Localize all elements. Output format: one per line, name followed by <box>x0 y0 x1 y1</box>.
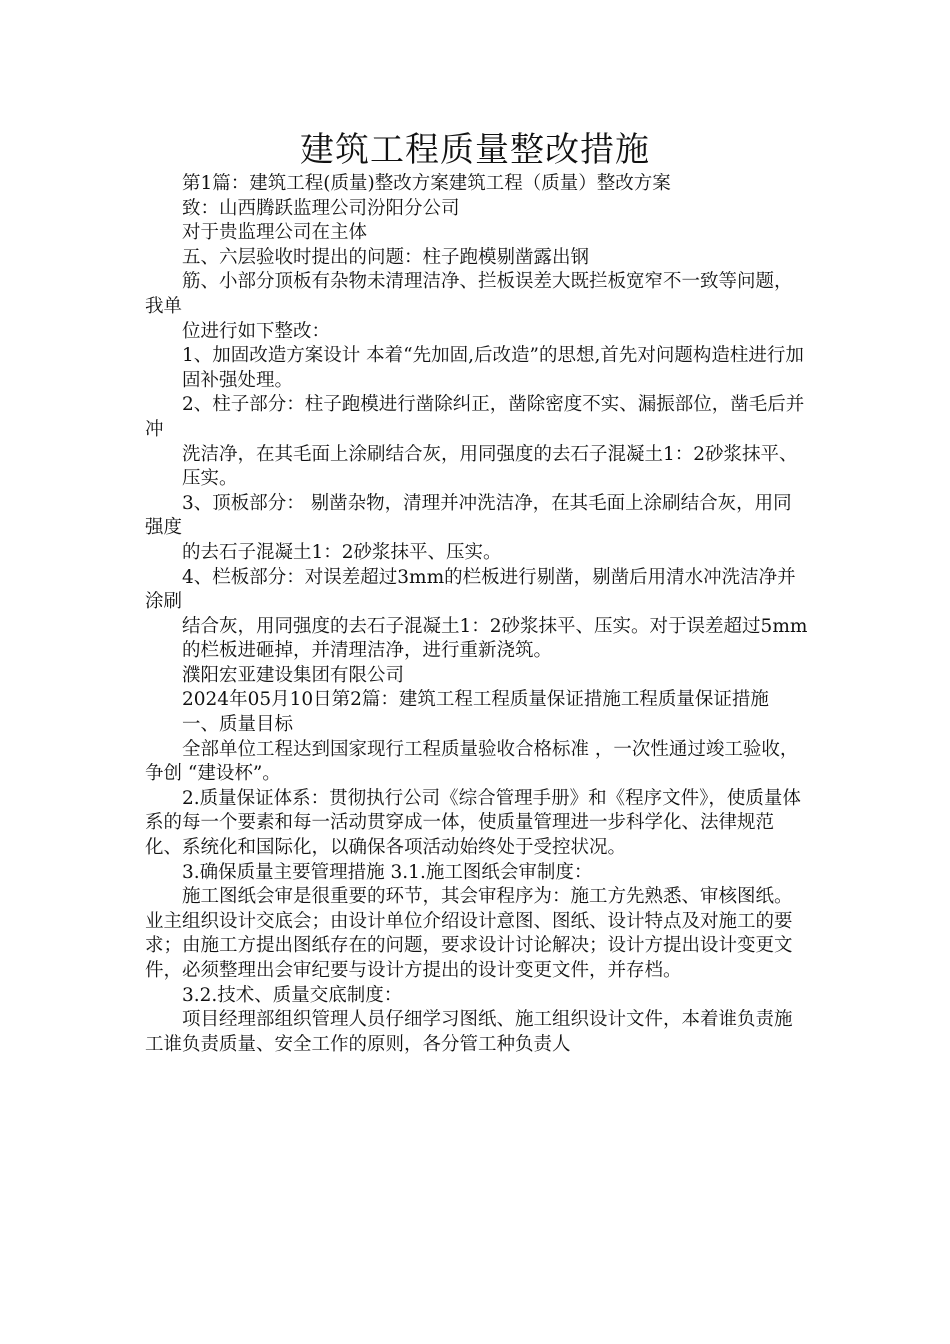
document-title: 建筑工程质量整改措施 <box>300 130 650 170</box>
paragraph: 致：山西腾跃监理公司汾阳分公司 <box>182 197 460 219</box>
paragraph: 施工图纸会审是很重要的环节，其会审程序为：施工方先熟悉、审核图纸。业主组织设计交底会；由设计单位介绍设计意图、图纸、设计特点及对施工的要求；由施工方提出图纸存在的问题，要求设计讨论解决；设计方提出设计变更文件，必须整理出会审纪要与设计方提出的设计变更文件，并存档。 <box>145 886 793 981</box>
paragraph: 固补强处理。 <box>182 369 294 391</box>
paragraph: 的去石子混凝土1：2砂浆抹平、压实。 <box>182 541 502 563</box>
paragraph: 筋、小部分顶板有杂物未清理洁净、拦板误差大既拦板宽窄不一致等问题，我单 <box>145 271 793 317</box>
paragraph: 洗洁净，在其毛面上涂刷结合灰，用同强度的去石子混凝土1：2砂浆抹平、 <box>182 443 798 465</box>
paragraph: 3.确保质量主要管理措施 3.1.施工图纸会审制度： <box>182 861 593 883</box>
paragraph: 2、柱子部分：柱子跑模进行凿除纠正，凿除密度不实、漏振部位，凿毛后并冲 <box>145 394 805 440</box>
paragraph: 五、六层验收时提出的问题：柱子跑模剔凿露出钢 <box>182 246 590 268</box>
paragraph: 第1篇：建筑工程(质量)整改方案建筑工程（质量）整改方案 <box>182 173 671 194</box>
paragraph: 3、顶板部分： 剔凿杂物，清理并冲洗洁净，在其毛面上涂刷结合灰，用同强度 <box>145 492 792 539</box>
paragraph: 2024年05月10日第2篇：建筑工程工程质量保证措施工程质量保证措施 <box>182 689 769 711</box>
paragraph: 一、质量目标 <box>182 714 294 736</box>
paragraph: 4、栏板部分：对误差超过3mm的栏板进行剔凿，剔凿后用清水冲洗洁净并涂刷 <box>145 566 796 613</box>
paragraph: 对于贵监理公司在主体 <box>182 222 368 244</box>
paragraph: 结合灰，用同强度的去石子混凝土1：2砂浆抹平、压实。对于误差超过5mm <box>182 615 808 637</box>
paragraph: 2.质量保证体系：贯彻执行公司《综合管理手册》和《程序文件》，使质量体系的每一个要素和每一活动贯穿成一体，使质量管理进一步科学化、法律规范化、系统化和国际化，以确保各项活动始终处于受控状况。 <box>145 787 801 859</box>
paragraph: 压实。 <box>182 468 238 490</box>
paragraph: 的栏板进砸掉，并清理洁净，进行重新浇筑。 <box>182 640 553 662</box>
paragraph: 1、加固改造方案设计 本着“先加固,后改造”的思想,首先对问题构造柱进行加 <box>182 345 804 367</box>
paragraph: 全部单位工程达到国家现行工程质量验收合格标准 ，一次性通过竣工验收，争创 “建设杯”。 <box>145 738 799 785</box>
document-body <box>145 172 810 1057</box>
paragraph: 3.2.技术、质量交底制度： <box>182 984 403 1006</box>
paragraph: 位进行如下整改： <box>182 320 331 342</box>
paragraph: 濮阳宏亚建设集团有限公司 <box>182 664 405 686</box>
paragraph: 项目经理部组织管理人员仔细学习图纸、施工组织设计文件，本着谁负责施工谁负责质量、安全工作的原则，各分管工种负责人 <box>145 1009 793 1055</box>
